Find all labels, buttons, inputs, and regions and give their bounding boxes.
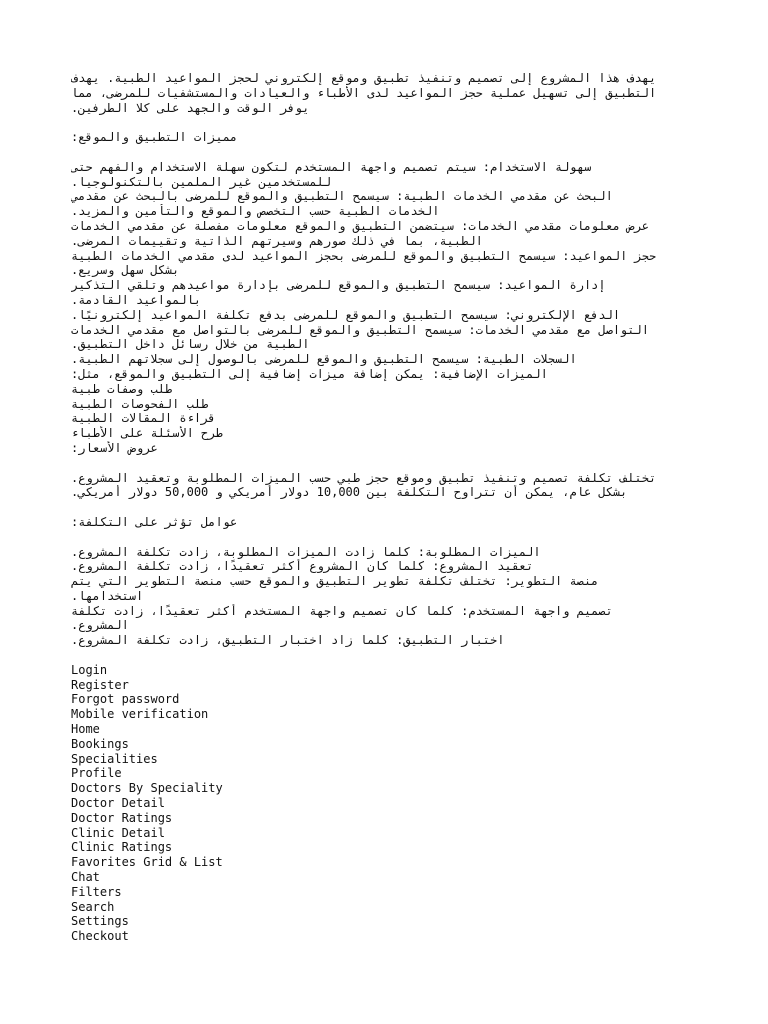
screen-item: Favorites Grid & List <box>71 855 223 870</box>
screen-item: Doctor Ratings <box>71 810 173 825</box>
screen-item: Specialities <box>71 751 158 766</box>
cost-factor-line: منصة التطوير: تختلف تكلفة تطوير التطبيق والموقع حسب منصة التطوير التي يتم <box>71 574 606 589</box>
feature-line: قراءة المقالات الطبية <box>71 411 216 426</box>
text-line: بشكل عام، يمكن أن تتراوح التكلفة بين 10,000 دولار أمريكي و 50,000 دولار أمريكي. <box>71 485 628 500</box>
feature-line: إدارة المواعيد: سيسمح التطبيق والموقع للمرضى بإدارة مواعيدهم وتلقي التذكير <box>71 278 613 293</box>
cost-factor-line: الميزات المطلوبة: كلما زادت الميزات المطلوبة، زادت تكلفة المشروع. <box>71 544 541 559</box>
screen-item: Register <box>71 677 129 692</box>
screen-item: Profile <box>71 766 122 781</box>
intro-paragraph <box>71 71 691 115</box>
spacer <box>71 500 691 515</box>
feature-line: للمستخدمين غير الملمين بالتكنولوجيا. <box>71 174 332 189</box>
feature-line: حجز المواعيد: سيسمح التطبيق والموقع للمرضى بحجز المواعيد لدى مقدمي الخدمات الطبية <box>71 248 657 263</box>
feature-line: الطبية، بما في ذلك صورهم وسيرتهم الذاتية وتقييمات المرضى. <box>71 233 483 248</box>
feature-line: سهولة الاستخدام: سيتم تصميم واجهة المستخدم لتكون سهلة الاستخدام والفهم حتى <box>71 159 599 174</box>
screen-item: Clinic Detail <box>71 825 165 840</box>
screen-item: Login <box>71 662 108 677</box>
pricing-heading: عروض الأسعار: <box>71 440 158 455</box>
text-line: التطبيق إلى تسهيل عملية حجز المواعيد لدى الأطباء والعيادات والمستشفيات للمرضى، مما <box>71 85 657 100</box>
screen-item: Forgot password <box>71 692 180 707</box>
feature-line: السجلات الطبية: سيسمح التطبيق والموقع للمرضى بالوصول إلى سجلاتهم الطبية. <box>71 352 577 367</box>
pricing-paragraph <box>71 471 691 501</box>
spacer <box>71 648 691 663</box>
screen-item: Settings <box>71 914 129 929</box>
spacer <box>71 530 691 545</box>
screen-item: Home <box>71 722 100 737</box>
cost-factor-line: اختبار التطبيق: كلما زاد اختبار التطبيق، زادت تكلفة المشروع. <box>71 633 505 648</box>
text-line: تختلف تكلفة تصميم وتنفيذ تطبيق وموقع حجز طبي حسب الميزات المطلوبة وتعقيد المشروع. <box>71 470 664 485</box>
feature-line: طلب الفحوصات الطبية <box>71 396 209 411</box>
cost-factors-heading: عوامل تؤثر على التكلفة: <box>71 514 238 529</box>
screen-item: Search <box>71 899 115 914</box>
text-line: يهدف هذا المشروع إلى تصميم وتنفيذ تطبيق وموقع إلكتروني لحجز المواعيد الطبية. يهدف <box>71 71 664 85</box>
feature-line: البحث عن مقدمي الخدمات الطبية: سيسمح التطبيق والموقع للمرضى بالبحث عن مقدمي <box>71 189 621 204</box>
feature-line: الطبية من خلال رسائل داخل التطبيق. <box>71 337 310 352</box>
feature-line: الميزات الإضافية: يمكن إضافة ميزات إضافية إلى التطبيق والموقع، مثل: <box>71 366 548 381</box>
screen-item: Filters <box>71 884 122 899</box>
features-heading: مميزات التطبيق والموقع: <box>71 130 238 145</box>
spacer <box>71 456 691 471</box>
screens-list <box>71 663 691 944</box>
cost-factor-line: المشروع. <box>71 618 129 633</box>
screen-item: Mobile verification <box>71 707 209 722</box>
screen-item: Doctor Detail <box>71 796 165 811</box>
feature-line: الدفع الإلكتروني: سيسمح التطبيق والموقع للمرضى بدفع تكلفة المواعيد إلكترونيًا. <box>71 307 621 322</box>
spacer <box>71 115 691 130</box>
document-body <box>71 71 691 944</box>
screen-item: Checkout <box>71 929 129 944</box>
screen-item: Chat <box>71 870 100 885</box>
feature-line: بالمواعيد القادمة. <box>71 292 202 307</box>
feature-line: طرح الأسئلة على الأطباء <box>71 426 223 441</box>
screen-item: Clinic Ratings <box>71 840 173 855</box>
feature-line: بشكل سهل وسريع. <box>71 263 180 278</box>
screen-item: Bookings <box>71 736 129 751</box>
cost-factor-line: استخدامها. <box>71 588 144 603</box>
feature-line: التواصل مع مقدمي الخدمات: سيسمح التطبيق والموقع للمرضى بالتواصل مع مقدمي الخدمات <box>71 322 657 337</box>
spacer <box>71 145 691 160</box>
cost-factor-line: تصميم واجهة المستخدم: كلما كان تصميم واجهة المستخدم أكثر تعقيدًا، زادت تكلفة <box>71 603 621 618</box>
feature-line: الخدمات الطبية حسب التخصص والموقع والتأمين والمزيد. <box>71 204 440 219</box>
features-list <box>71 160 691 456</box>
screen-item: Doctors By Speciality <box>71 781 223 796</box>
text-line: يوفر الوقت والجهد على كلا الطرفين. <box>71 100 310 115</box>
cost-factor-line: تعقيد المشروع: كلما كان المشروع أكثر تعقيدًا، زادت تكلفة المشروع. <box>71 559 534 574</box>
feature-line: عرض معلومات مقدمي الخدمات: سيتضمن التطبيق والموقع معلومات مفصلة عن مقدمي الخدمات <box>71 218 657 233</box>
feature-line: طلب وصفات طبية <box>71 381 173 396</box>
cost-factors-list <box>71 545 691 649</box>
